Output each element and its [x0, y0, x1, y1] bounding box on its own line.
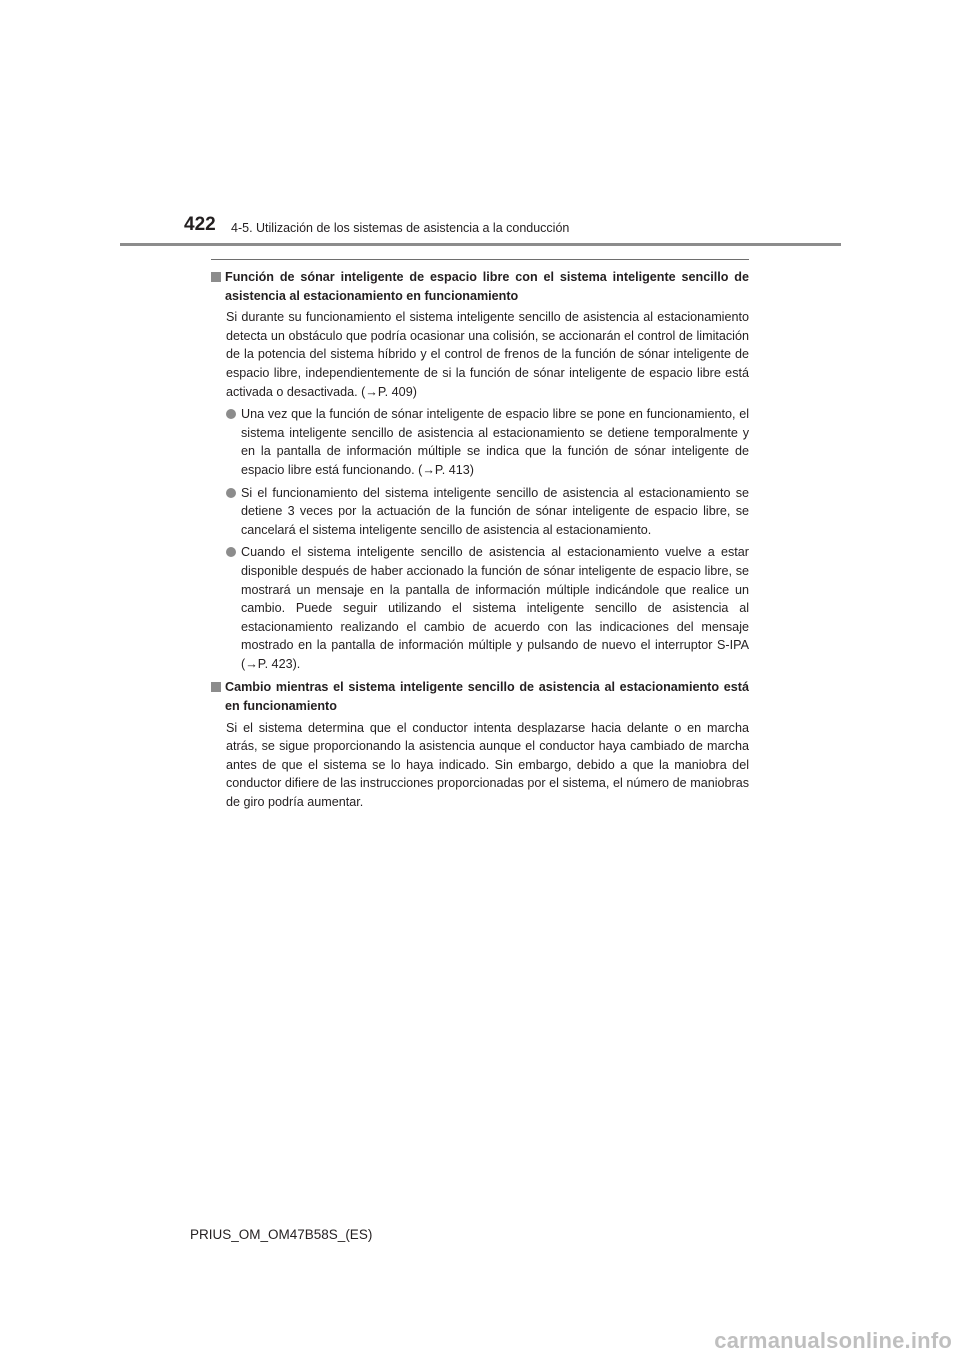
list-item-text: Si el funcionamiento del sistema inteligente sencillo de asistencia al estacionamiento se detiene 3 veces por la actuación de la función de sónar inteligente de espacio libre, se cancelará el sistema inteligente sencillo de asistencia al estacionamiento.	[241, 485, 749, 537]
circle-bullet-icon	[226, 488, 236, 498]
list-item	[226, 484, 749, 540]
square-bullet-icon	[211, 682, 221, 692]
section-paragraph: Si el sistema determina que el conductor intenta desplazarse hacia delante o en marcha atrás, se sigue proporcionando la asistencia aunque el conductor haya cambiado de marcha antes de que el sistema se lo haya indicado. Sin embargo, debido a que la maniobra del conductor difiere de las instrucciones proporcionadas por el sistema, el número de maniobras de giro podría aumentar.	[226, 720, 749, 810]
section-heading-text: Función de sónar inteligente de espacio libre con el sistema inteligente sencillo de asistencia al estacionamiento en funcionamiento	[225, 270, 749, 303]
section-heading	[211, 678, 749, 715]
header-rule	[120, 243, 841, 246]
section-heading	[211, 268, 749, 305]
section-1	[211, 268, 749, 673]
list-item-text: Cuando el sistema inteligente sencillo de asistencia al estacionamiento vuelve a estar disponible después de haber accionado la función de sónar inteligente de espacio libre, se mostrará un mensaje en la pantalla de información múltiple indicándole que realice un cambio. Puede seguir utilizando el sistema inteligente sencillo de asistencia al estacionamiento realizando el cambio de acuerdo con las indicaciones del mensaje mostrado en la pantalla de información múltiple y pulsando de nuevo el interruptor S-IPA (→P. 423).	[241, 545, 749, 671]
watermark: carmanualsonline.info	[714, 1328, 952, 1353]
list-item-text: Una vez que la función de sónar inteligente de espacio libre se pone en funcionamiento, el sistema inteligente sencillo de asistencia al estacionamiento se detiene temporalmente y en la pantalla de información múltiple se indica que la función de sónar inteligente de espacio libre está funcionando. (→P. 413)	[241, 407, 749, 477]
footer-doc-code: PRIUS_OM_OM47B58S_(ES)	[190, 1227, 373, 1242]
content-rule	[211, 259, 749, 260]
page-number: 422	[184, 214, 216, 235]
section-2	[211, 678, 749, 811]
square-bullet-icon	[211, 272, 221, 282]
section-heading-text: Cambio mientras el sistema inteligente sencillo de asistencia al estacionamiento está en funcionamiento	[225, 680, 749, 714]
section-title: 4-5. Utilización de los sistemas de asistencia a la conducción	[231, 221, 570, 235]
section-paragraph: Si durante su funcionamiento el sistema inteligente sencillo de asistencia al estacionamiento detecta un obstáculo que podría ocasionar una colisión, se accionarán el control de limitación de la potencia del sistema híbrido y el control de frenos de la función de sónar inteligente de espacio libre, independientemente de si la función de sónar inteligente de espacio libre está activada o desactivada. (→P. 409)	[226, 310, 749, 399]
circle-bullet-icon	[226, 547, 236, 557]
list-item	[226, 405, 749, 479]
list-item	[226, 543, 749, 673]
page-content	[211, 268, 749, 817]
circle-bullet-icon	[226, 409, 236, 419]
